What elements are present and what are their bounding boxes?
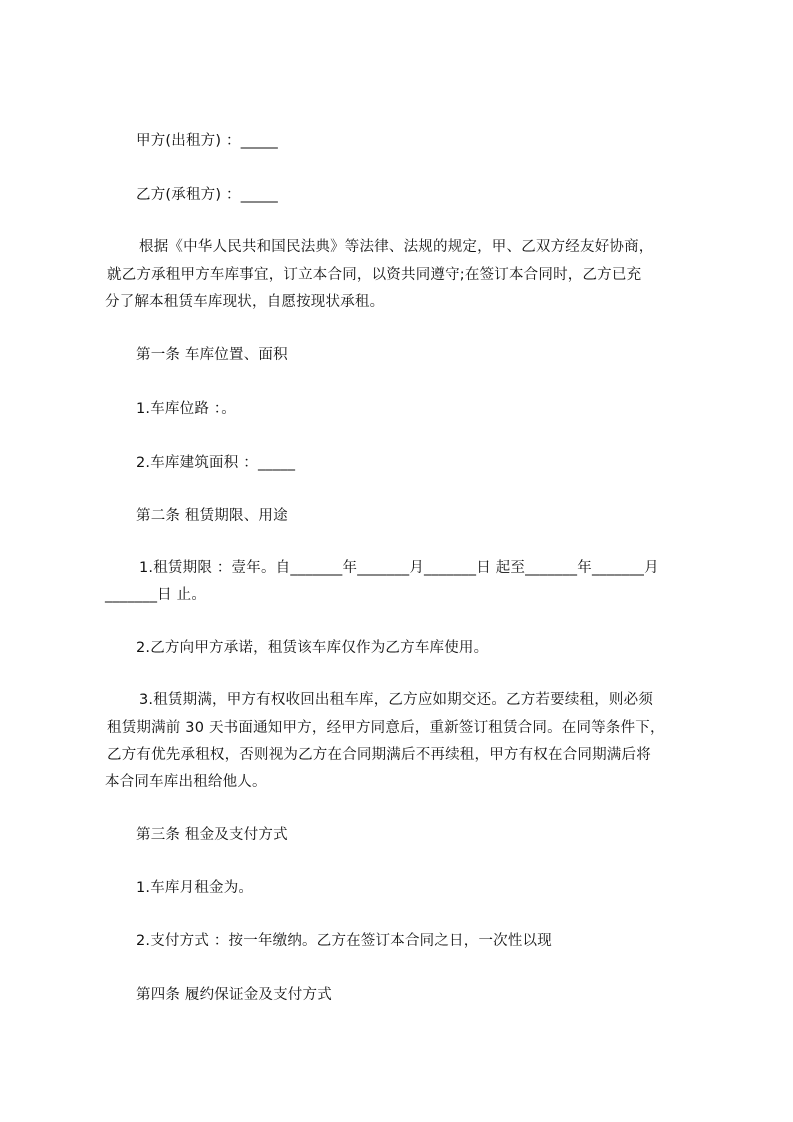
party-b-line: 乙方(承租方) ：_____	[136, 187, 278, 203]
article-1-heading: 第一条 车库位置、面积	[136, 347, 288, 363]
article-4-heading: 第四条 履约保证金及支付方式	[136, 987, 332, 1003]
intro-paragraph-line-2: 就乙方承租甲方车库事宜，订立本合同，以资共同遵守;在签订本合同时，乙方已充	[107, 267, 642, 283]
article-3-heading: 第三条 租金及支付方式	[136, 827, 288, 843]
article-2-item-3-line-3: 乙方有优先承租权，否则视为乙方在合同期满后不再续租，甲方有权在合同期满后将	[107, 747, 651, 763]
article-1-item-2: 2.车库建筑面积 ：_____	[136, 455, 296, 471]
article-2-item-3-line-4: 本合同车库出租给他人。	[105, 774, 267, 790]
intro-paragraph-line-1: 根据《中华人民共和国民法典》等法律、法规的规定，甲、乙双方经友好协商，	[139, 239, 654, 255]
party-a-line: 甲方(出租方) ：_____	[136, 133, 278, 149]
intro-paragraph-line-3: 分了解本租赁车库现状，自愿按现状承租。	[105, 294, 385, 310]
article-2-item-3-line-2: 租赁期满前 30 天书面通知甲方，经甲方同意后，重新签订租赁合同。在同等条件下，	[107, 720, 665, 736]
article-2-heading: 第二条 租赁期限、用途	[136, 508, 288, 524]
article-2-item-3-line-1: 3.租赁期满，甲方有权收回出租车库，乙方应如期交还。乙方若要续租，则必须	[139, 692, 654, 708]
article-2-item-1-line-2: _______日 止。	[105, 587, 207, 603]
article-1-item-1: 1.车库位路 ：。	[136, 401, 236, 417]
article-2-item-1-line-1: 1.租赁期限 ：壹年。自_______年_______月_______日 起至_______年_______月	[139, 560, 659, 576]
article-2-item-2: 2.乙方向甲方承诺，租赁该车库仅作为乙方车库使用。	[136, 640, 489, 656]
article-3-item-2: 2.支付方式 ：按一年缴纳。乙方在签订本合同之日，一次性以现	[136, 933, 552, 949]
article-3-item-1: 1.车库月租金为。	[136, 880, 254, 896]
